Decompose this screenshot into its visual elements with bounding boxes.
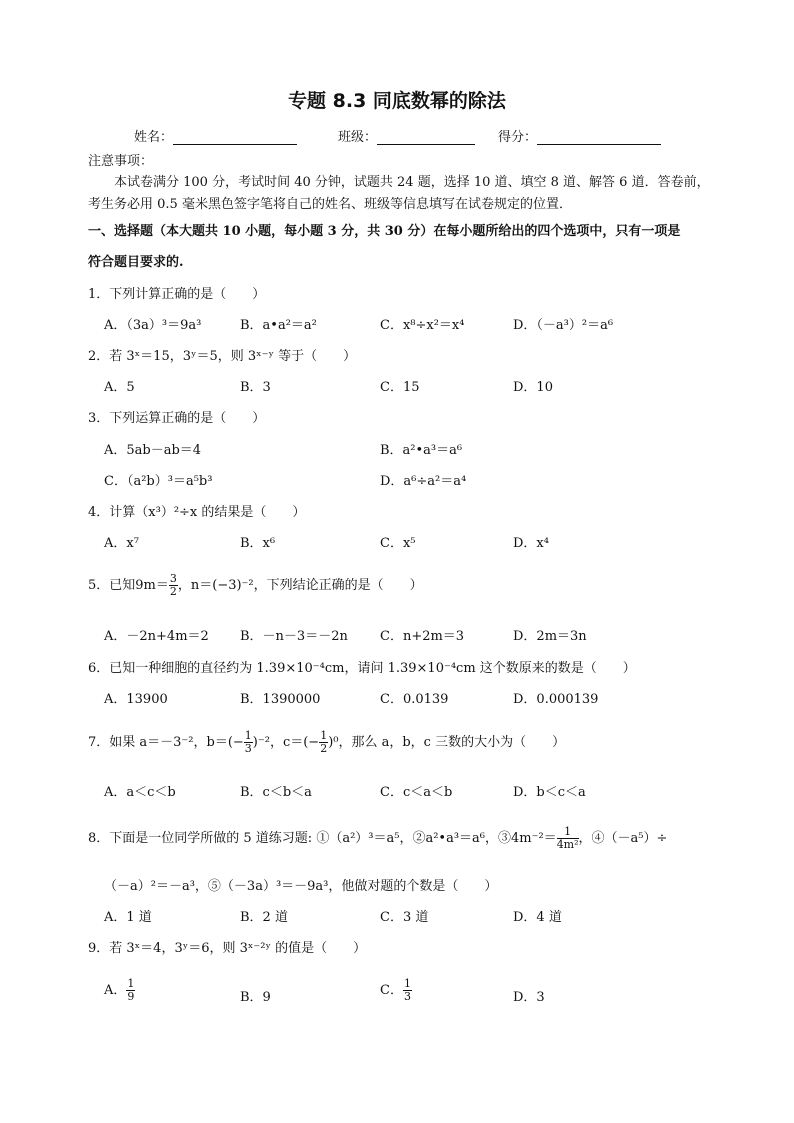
- fraction-denominator: 2: [320, 742, 328, 755]
- question-6-option-d[interactable]: D．0.000139: [513, 692, 599, 707]
- question-6-option-b[interactable]: B．1390000: [240, 692, 321, 707]
- question-9-stem: 9．若 3ˣ＝4，3ʸ＝6，则 3ˣ⁻²ʸ 的值是（ ）: [88, 941, 367, 956]
- question-7-option-b[interactable]: B．c＜b＜a: [240, 785, 312, 800]
- fraction-denominator: 2: [169, 585, 177, 598]
- question-8-stem-post: ，④（－a⁵）÷: [578, 831, 668, 846]
- question-7-fraction-c: [319, 730, 328, 755]
- question-7-stem: [88, 730, 565, 755]
- question-6-stem: 6．已知一种细胞的直径约为 1.39×10⁻⁴cm，请问 1.39×10⁻⁴cm 这个数原来的数是（ ）: [88, 661, 636, 676]
- score-blank[interactable]: [537, 130, 661, 145]
- fraction-numerator: 1: [320, 729, 328, 742]
- fraction-denominator: 3: [244, 742, 252, 755]
- question-8-option-a[interactable]: A．1 道: [104, 910, 152, 925]
- question-5-option-d[interactable]: D．2m＝3n: [513, 629, 587, 644]
- section-heading-line-1: 一、选择题（本大题共 10 小题，每小题 3 分，共 30 分）在每小题所给出的四个选项中，只有一项是: [88, 224, 681, 239]
- option-prefix: C．: [380, 983, 403, 998]
- question-1-option-c[interactable]: C．x⁸÷x²＝x⁴: [380, 318, 465, 333]
- question-9-option-a-fraction: [126, 978, 135, 1003]
- question-7-stem-post: )⁰，那么 a，b，c 三数的大小为（ ）: [328, 735, 566, 750]
- question-1-stem: 1．下列计算正确的是（ ）: [88, 287, 266, 302]
- question-8-fraction: [557, 826, 579, 851]
- question-6-option-a[interactable]: A．13900: [104, 692, 168, 707]
- question-2-option-a[interactable]: A．5: [104, 380, 135, 395]
- question-3-option-b[interactable]: B．a²•a³＝a⁶: [380, 443, 463, 458]
- question-2-option-b[interactable]: B．3: [240, 380, 271, 395]
- score-label: 得分：: [498, 130, 538, 145]
- name-field[interactable]: [134, 126, 297, 145]
- question-8-option-b[interactable]: B．2 道: [240, 910, 288, 925]
- section-heading-line-2: 符合题目要求的.: [88, 255, 184, 270]
- question-9-option-c-fraction: [403, 978, 412, 1003]
- question-1-option-d[interactable]: D．（－a³）²＝a⁶: [513, 318, 614, 333]
- option-prefix: A．: [104, 983, 127, 998]
- question-8-option-c[interactable]: C．3 道: [380, 910, 429, 925]
- question-2-option-d[interactable]: D．10: [513, 380, 553, 395]
- question-7-fraction-b: [244, 730, 253, 755]
- question-8-stem-pre: 8．下面是一位同学所做的 5 道练习题: ①（a²）³＝a⁵，②a²•a³＝a⁶，③4m⁻²＝: [88, 831, 557, 846]
- question-3-option-a[interactable]: A．5ab－ab＝4: [104, 443, 202, 458]
- page-title: 专题 8.3 同底数幂的除法: [288, 90, 506, 112]
- question-4-option-a[interactable]: A．x⁷: [104, 536, 139, 551]
- name-label: 姓名：: [134, 130, 174, 145]
- question-8-stem-line-2: （－a）²＝－a³，⑤（－3a）³＝－9a³，他做对题的个数是（ ）: [104, 879, 498, 894]
- question-8-option-d[interactable]: D．4 道: [513, 910, 562, 925]
- question-5-option-b[interactable]: B．－n－3＝－2n: [240, 629, 348, 644]
- question-7-option-c[interactable]: C．c＜a＜b: [380, 785, 453, 800]
- fraction-denominator: 3: [403, 990, 411, 1003]
- question-4-option-d[interactable]: D．x⁴: [513, 536, 549, 551]
- question-9-option-c[interactable]: [380, 978, 412, 1003]
- question-7-option-a[interactable]: A．a＜c＜b: [104, 785, 176, 800]
- question-4-option-b[interactable]: B．x⁶: [240, 536, 276, 551]
- fraction-numerator: 1: [244, 729, 252, 742]
- question-7-option-d[interactable]: D．b＜c＜a: [513, 785, 586, 800]
- class-field[interactable]: [338, 126, 475, 145]
- fraction-numerator: 1: [127, 977, 135, 990]
- notes-line-1: 本试卷满分 100 分，考试时间 40 分钟，试题共 24 题，选择 10 道、填空 8 道、解答 6 道．答卷前，: [114, 175, 710, 190]
- question-5-option-a[interactable]: A．－2n+4m＝2: [104, 629, 209, 644]
- question-1-option-a[interactable]: A．（3a）³＝9a³: [104, 318, 202, 333]
- question-9-option-d[interactable]: D．3: [513, 990, 545, 1005]
- question-3-option-c[interactable]: C．（a²b）³＝a⁵b³: [104, 474, 213, 489]
- fraction-denominator: 9: [127, 990, 135, 1003]
- question-5-fraction: [169, 573, 178, 598]
- fraction-numerator: 3: [169, 572, 177, 585]
- question-4-stem: 4．计算（x³）²÷x 的结果是（ ）: [88, 505, 306, 520]
- score-field[interactable]: [498, 126, 661, 145]
- question-8-stem: [88, 826, 667, 851]
- question-6-option-c[interactable]: C．0.0139: [380, 692, 449, 707]
- notes-heading: 注意事项：: [88, 154, 154, 169]
- question-5-stem-pre: 5．已知9m＝: [88, 578, 169, 593]
- question-3-option-d[interactable]: D．a⁶÷a²＝a⁴: [380, 474, 467, 489]
- question-3-stem: 3．下列运算正确的是（ ）: [88, 411, 266, 426]
- question-2-option-c[interactable]: C．15: [380, 380, 420, 395]
- question-9-option-a[interactable]: [104, 978, 135, 1003]
- question-7-stem-mid: )⁻²，c＝(−: [252, 735, 320, 750]
- class-blank[interactable]: [377, 130, 475, 145]
- notes-line-2: 考生务必用 0.5 毫米黑色签字笔将自己的姓名、班级等信息填写在试卷规定的位置．: [88, 197, 572, 212]
- question-5-stem: [88, 573, 423, 598]
- fraction-denominator: 4m²: [556, 838, 579, 851]
- question-7-stem-pre: 7．如果 a＝－3⁻²，b＝(−: [88, 735, 244, 750]
- fraction-numerator: 1: [403, 977, 411, 990]
- question-4-option-c[interactable]: C．x⁵: [380, 536, 416, 551]
- question-5-option-c[interactable]: C．n+2m＝3: [380, 629, 465, 644]
- question-5-stem-post: ，n＝(−3)⁻²，下列结论正确的是（ ）: [177, 578, 423, 593]
- name-blank[interactable]: [173, 130, 297, 145]
- fraction-numerator: 1: [557, 826, 579, 839]
- question-2-stem: 2．若 3ˣ＝15，3ʸ＝5，则 3ˣ⁻ʸ 等于（ ）: [88, 349, 357, 364]
- question-1-option-b[interactable]: B．a•a²＝a²: [240, 318, 317, 333]
- question-9-option-b[interactable]: B．9: [240, 990, 271, 1005]
- class-label: 班级：: [338, 130, 378, 145]
